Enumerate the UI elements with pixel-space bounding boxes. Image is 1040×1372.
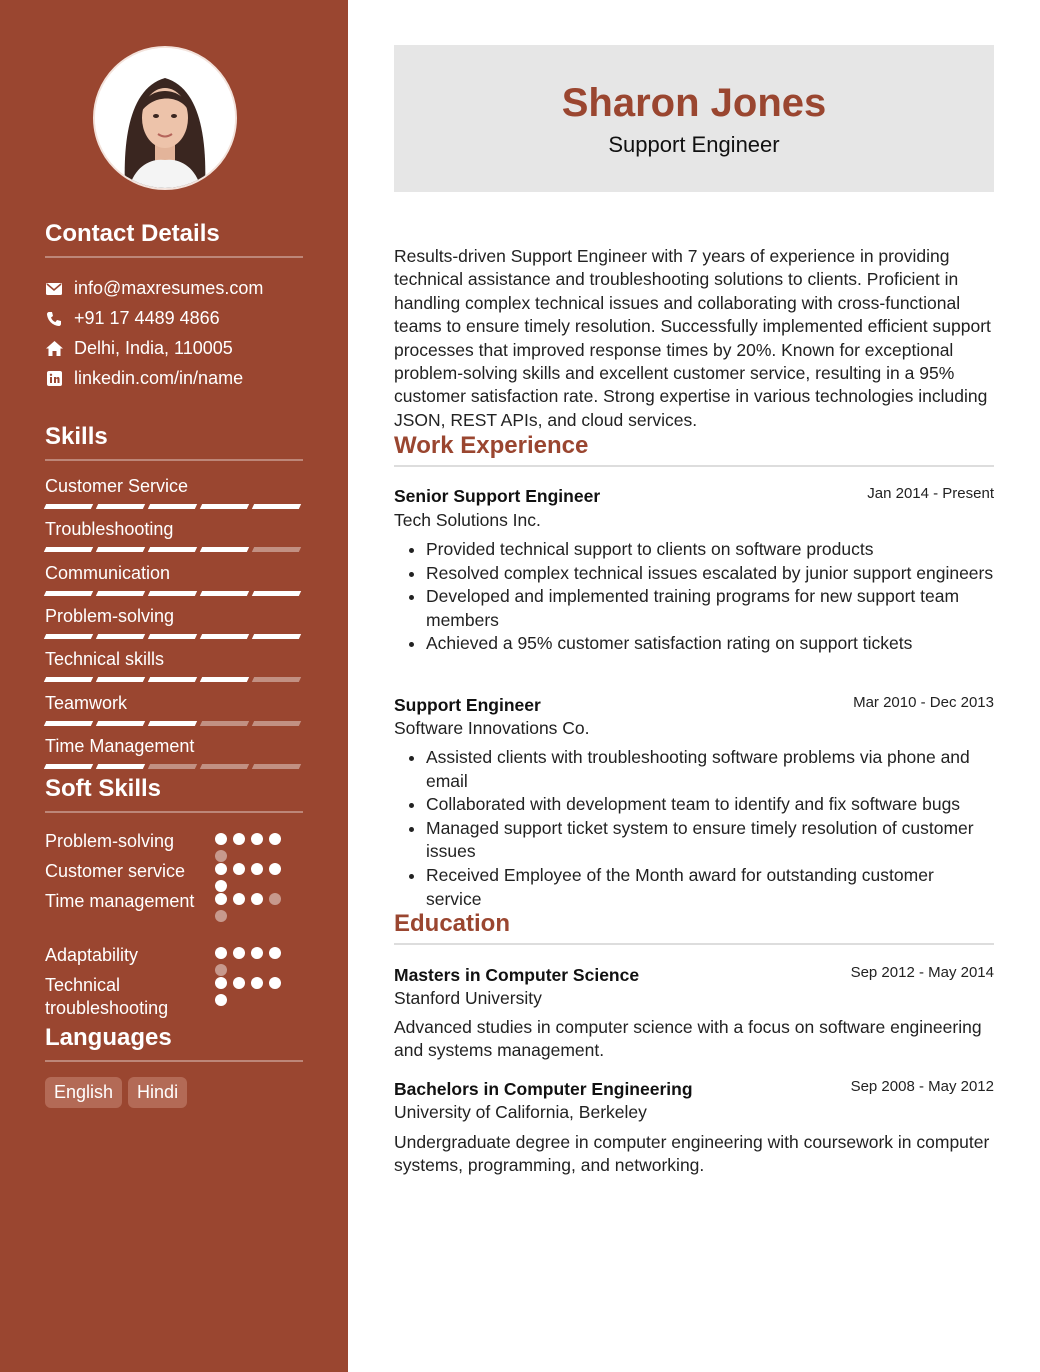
degree-title: Masters in Computer Science xyxy=(394,965,640,985)
skill-level-segment xyxy=(96,504,145,509)
degree-school: University of California, Berkeley xyxy=(394,1102,647,1122)
rating-dot xyxy=(233,893,245,905)
contact-section-title: Contact Details xyxy=(45,220,303,258)
job-bullets xyxy=(394,746,994,911)
candidate-title: Support Engineer xyxy=(608,132,780,157)
skill-label: Troubleshooting xyxy=(45,519,174,540)
rating-dot xyxy=(251,977,263,989)
rating-dot xyxy=(215,947,227,959)
phone-icon xyxy=(45,310,63,328)
rating-dot xyxy=(215,893,227,905)
rating-dot xyxy=(251,947,263,959)
skill-level-bar xyxy=(45,721,300,726)
rating-dot xyxy=(233,947,245,959)
profile-summary: Results-driven Support Engineer with 7 years of experience in providing technical assistance and troubleshooting solutions to clients. Proficient in handling complex technical issues and collaborating with cross-functional teams to ensure timely resolution. Successfully implemented efficient support processes that improved response times by 20%. Known for exceptional problem-solving skills and excellent customer service, resulting in a 95% customer satisfaction rate. Strong expertise in various technologies including JSON, REST APIs, and cloud services. xyxy=(394,246,991,430)
degree-title: Bachelors in Computer Engineering xyxy=(394,1079,693,1099)
skill-level-segment xyxy=(200,721,249,726)
rating-dot xyxy=(251,863,263,875)
skill-level-segment xyxy=(148,677,197,682)
contact-phone-text: +91 17 4489 4866 xyxy=(74,308,220,328)
skill-level-segment xyxy=(252,677,301,682)
language-pill: Hindi xyxy=(128,1077,187,1108)
skill-label: Communication xyxy=(45,562,171,583)
skill-level-segment xyxy=(148,764,197,769)
degree-dates: Sep 2008 - May 2012 xyxy=(850,1078,994,1095)
skill-level-segment xyxy=(200,547,249,552)
job-bullets xyxy=(394,538,994,656)
job-bullet: • Achieved a 95% customer satisfaction rating on support tickets xyxy=(426,632,994,656)
soft-skill-rating xyxy=(215,833,287,862)
language-pill: English xyxy=(45,1077,122,1108)
rating-dot xyxy=(215,964,227,976)
job-role: Support Engineer xyxy=(394,695,541,715)
soft-skill-rating xyxy=(215,977,287,1006)
skill-level-segment xyxy=(252,591,301,596)
skill-level-segment xyxy=(96,547,145,552)
rating-dot xyxy=(233,977,245,989)
skill-level-segment xyxy=(252,764,301,769)
degree-dates: Sep 2012 - May 2014 xyxy=(850,964,994,981)
soft-skills-section-title: Soft Skills xyxy=(45,775,303,813)
rating-dot xyxy=(233,863,245,875)
skill-level-segment xyxy=(148,547,197,552)
soft-skill-label: Problem-solving xyxy=(45,831,175,851)
skill-level-segment xyxy=(200,764,249,769)
rating-dot xyxy=(269,947,281,959)
rating-dot xyxy=(215,910,227,922)
rating-dot xyxy=(215,880,227,892)
contact-linkedin[interactable] xyxy=(45,368,243,389)
job-bullet: • Developed and implemented training programs for new support team members xyxy=(426,585,994,632)
skill-level-segment xyxy=(44,591,93,596)
skill-level-segment xyxy=(44,504,93,509)
skill-level-segment xyxy=(96,677,145,682)
sidebar xyxy=(0,0,348,1372)
job-bullet: • Received Employee of the Month award for outstanding customer service xyxy=(426,864,994,911)
rating-dot xyxy=(215,994,227,1006)
skill-label: Time Management xyxy=(45,735,195,756)
skill-label: Problem-solving xyxy=(45,605,175,626)
skill-level-segment xyxy=(200,504,249,509)
rating-dot xyxy=(251,893,263,905)
rating-dot xyxy=(215,833,227,845)
job-company: Software Innovations Co. xyxy=(394,718,590,738)
degree-school: Stanford University xyxy=(394,988,542,1008)
contact-linkedin-text: linkedin.com/in/name xyxy=(74,368,244,388)
contact-email-text: info@maxresumes.com xyxy=(74,278,264,298)
skill-level-segment xyxy=(96,591,145,596)
skill-level-segment xyxy=(252,721,301,726)
skill-level-segment xyxy=(44,547,93,552)
skill-level-segment xyxy=(148,504,197,509)
skill-level-bar xyxy=(45,591,300,596)
home-icon xyxy=(45,340,63,358)
envelope-icon xyxy=(45,280,63,298)
education-section-title: Education xyxy=(394,910,994,945)
soft-skill-label: Time management xyxy=(45,891,195,911)
skill-level-bar xyxy=(45,547,300,552)
job-dates: Mar 2010 - Dec 2013 xyxy=(853,694,994,711)
degree-description: Advanced studies in computer science with a focus on software engineering and systems management. xyxy=(394,1017,982,1061)
skill-level-segment xyxy=(252,634,301,639)
rating-dot xyxy=(269,977,281,989)
job-role: Senior Support Engineer xyxy=(394,486,601,506)
job-bullet: • Resolved complex technical issues escalated by junior support engineers xyxy=(426,562,994,586)
rating-dot xyxy=(215,977,227,989)
skill-label: Technical skills xyxy=(45,649,165,670)
skill-level-segment xyxy=(200,634,249,639)
contact-address-text: Delhi, India, 110005 xyxy=(74,338,233,358)
skill-level-segment xyxy=(44,677,93,682)
job-bullet: • Collaborated with development team to identify and fix software bugs xyxy=(426,793,994,817)
skill-level-segment xyxy=(200,677,249,682)
job-bullet: • Provided technical support to clients on software products xyxy=(426,538,994,562)
rating-dot xyxy=(251,833,263,845)
contact-email[interactable] xyxy=(45,278,263,299)
languages-list xyxy=(45,1077,187,1108)
degree-description: Undergraduate degree in computer engineering with coursework in computer systems, programming, and networking. xyxy=(394,1132,990,1176)
soft-skill-label: Adaptability xyxy=(45,945,139,965)
skill-level-segment xyxy=(148,634,197,639)
job-bullet: • Managed support ticket system to ensure timely resolution of customer issues xyxy=(426,817,994,864)
contact-phone[interactable] xyxy=(45,308,220,329)
avatar xyxy=(93,46,237,190)
header-box xyxy=(394,45,994,192)
candidate-name: Sharon Jones xyxy=(561,81,827,125)
rating-dot xyxy=(233,833,245,845)
skill-level-segment xyxy=(200,591,249,596)
rating-dot xyxy=(215,850,227,862)
rating-dot xyxy=(269,863,281,875)
contact-address xyxy=(45,338,233,359)
skill-label: Teamwork xyxy=(45,692,128,713)
skill-level-bar xyxy=(45,764,300,769)
job-bullet: • Assisted clients with troubleshooting software problems via phone and email xyxy=(426,746,994,793)
soft-skill-rating xyxy=(215,863,287,892)
job-dates: Jan 2014 - Present xyxy=(867,485,994,502)
skill-level-bar xyxy=(45,504,300,509)
skill-level-segment xyxy=(96,721,145,726)
soft-skill-rating xyxy=(215,893,287,922)
skill-level-segment xyxy=(44,634,93,639)
skill-label: Customer Service xyxy=(45,476,189,496)
skill-level-segment xyxy=(148,721,197,726)
skill-level-segment xyxy=(252,547,301,552)
languages-section-title: Languages xyxy=(45,1024,303,1062)
skill-level-segment xyxy=(96,634,145,639)
skill-level-bar xyxy=(45,677,300,682)
skill-level-segment xyxy=(96,764,145,769)
linkedin-icon xyxy=(45,370,63,388)
soft-skill-label: Technical troubleshooting xyxy=(45,975,169,1018)
skill-level-segment xyxy=(148,591,197,596)
skills-section-title: Skills xyxy=(45,423,303,461)
soft-skill-label: Customer service xyxy=(45,861,186,881)
skill-level-segment xyxy=(44,721,93,726)
rating-dot xyxy=(269,833,281,845)
rating-dot xyxy=(269,893,281,905)
skill-level-segment xyxy=(252,504,301,509)
work-section-title: Work Experience xyxy=(394,432,994,467)
profile-photo xyxy=(95,48,235,188)
skill-level-segment xyxy=(44,764,93,769)
job-company: Tech Solutions Inc. xyxy=(394,510,541,530)
rating-dot xyxy=(215,863,227,875)
soft-skill-rating xyxy=(215,947,287,976)
skill-level-bar xyxy=(45,634,300,639)
